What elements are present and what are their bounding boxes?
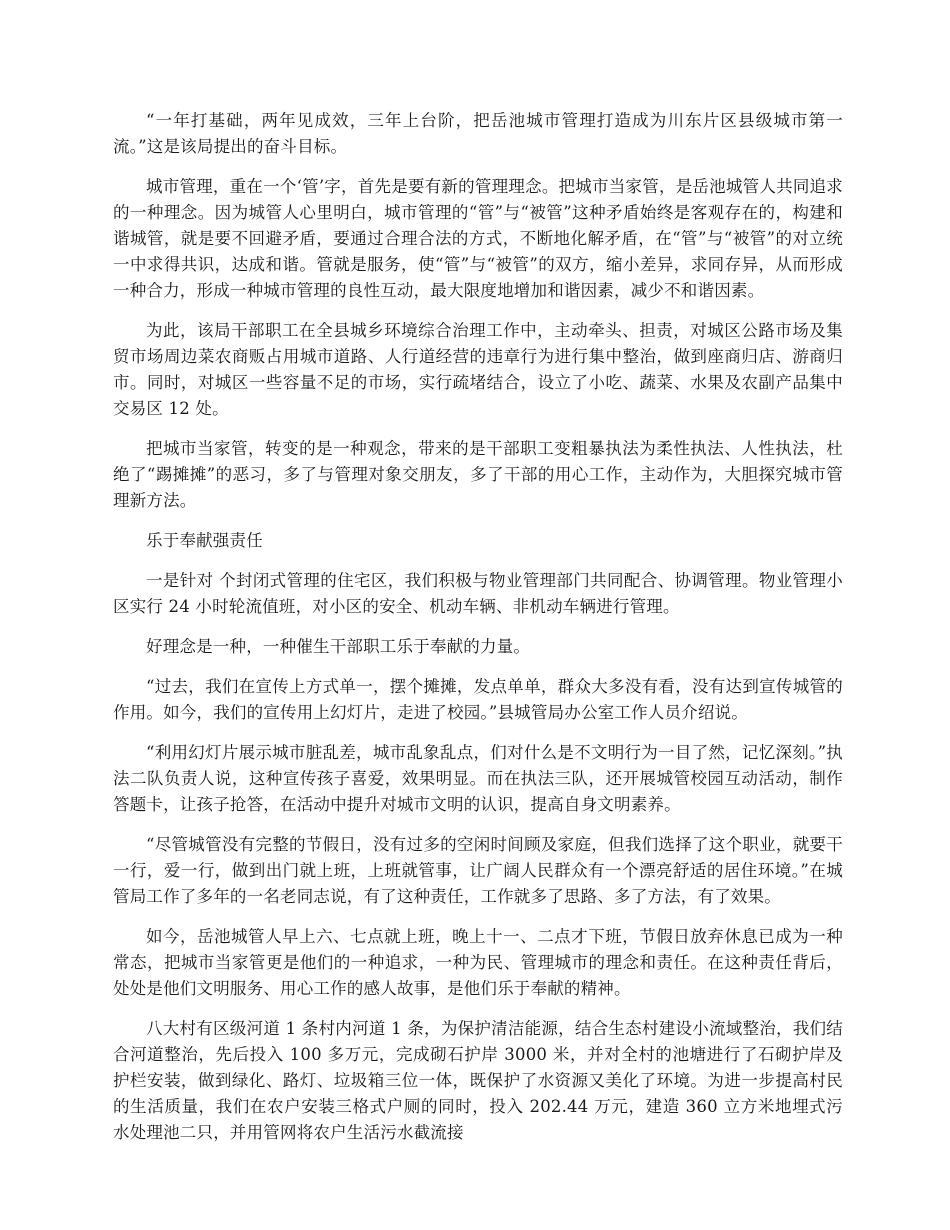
paragraph-no-holidays: “尽管城管没有完整的节假日，没有过多的空闲时间顾及家庭，但我们选择了这个职业，就要干一行，爱一行，做到出门就上班，上班就管事，让广阔人民群众有一个漂亮舒适的居住环境。”在城管局工作了多年的一名老同志说，有了这种责任，工作就多了思路、多了方法，有了效果。 (113, 835, 843, 906)
paragraph-daily-routine: 如今，岳池城管人早上六、七点就上班，晚上十一、二点才下班，节假日放弃休息已成为一种常态，把城市当家管更是他们的一种追求，一种为民、管理城市的理念和责任。在这种责任背后，处处是他们文明服务、用心工作的感人故事，是他们乐于奉献的精神。 (113, 927, 843, 998)
section-heading-dedication: 乐于奉献强责任 (146, 531, 263, 550)
paragraph-change-of-concept: 把城市当家管，转变的是一种观念，带来的是干部职工变粗暴执法为柔性执法、人性执法，杜绝了“踢摊摊”的恶习，多了与管理对象交朋友，多了干部的用心工作，主动作为，大胆探究城市管理新方法。 (113, 439, 843, 510)
paragraph-residential-areas: 一是针对 个封闭式管理的住宅区，我们积极与物业管理部门共同配合、协调管理。物业管理小区实行 24 小时轮流值班，对小区的安全、机动车辆、非机动车辆进行管理。 (113, 571, 843, 616)
document-body (113, 108, 843, 1160)
paragraph-publicity: “过去，我们在宣传上方式单一，摆个摊摊，发点单单，群众大多没有看，没有达到宣传城管的作用。如今，我们的宣传用上幻灯片，走进了校园。”县城管局办公室工作人员介绍说。 (113, 677, 843, 722)
paragraph-good-concept: 好理念是一种，一种催生干部职工乐于奉献的力量。 (146, 637, 531, 656)
paragraph-goal: “一年打基础，两年见成效，三年上台阶，把岳池城市管理打造成为川东片区县级城市第一流。”这是该局提出的奋斗目标。 (113, 111, 843, 156)
paragraph-management-concept: 城市管理，重在一个‘管’字，首先是要有新的管理理念。把城市当家管，是岳池城管人共同追求的一种理念。因为城管人心里明白，城市管理的“管”与“被管”这种矛盾始终是客观存在的，构建和谐城管，就是要不回避矛盾，要通过合理合法的方式，不断地化解矛盾，在“管”与“被管”的对立统一中求得共识，达成和谐。管就是服务，使“管”与“被管”的双方，缩小差异，求同存异，从而形成一种合力，形成一种城市管理的良性互动，最大限度地增加和谐因素，减少不和谐因素。 (113, 177, 843, 300)
paragraph-market-rectification: 为此，该局干部职工在全县城乡环境综合治理工作中，主动牵头、担责，对城区公路市场及集贸市场周边菜农商贩占用城市道路、人行道经营的违章行为进行集中整治，做到座商归店、游商归市。同时，对城区一些容量不足的市场，实行疏堵结合，设立了小吃、蔬菜、水果及农副产品集中交易区 12 处。 (113, 321, 843, 418)
paragraph-slides-campus: “利用幻灯片展示城市脏乱差，城市乱象乱点，们对什么是不文明行为一目了然，记忆深刻。”执法二队负责人说，这种宣传孩子喜爱，效果明显。而在执法三队，还开展城管校园互动活动，制作答题卡，让孩子抢答，在活动中提升对城市文明的认识，提高自身文明素养。 (113, 743, 843, 814)
paragraph-river-rectification: 八大村有区级河道 1 条村内河道 1 条，为保护清洁能源，结合生态村建设小流域整治，我们结合河道整治，先后投入 100 多万元，完成砌石护岸 3000 米，并对全村的池塘进行了石砌护岸及护栏安装，做到绿化、路灯、垃圾箱三位一体，既保护了水资源又美化了环境。为进一步提高村民的生活质量，我们在农户安装三格式户厕的同时，投入 202.44 万元，建造 360 立方米地埋式污水处理池二只，并用管网将农户生活污水截流接 (113, 1019, 843, 1142)
